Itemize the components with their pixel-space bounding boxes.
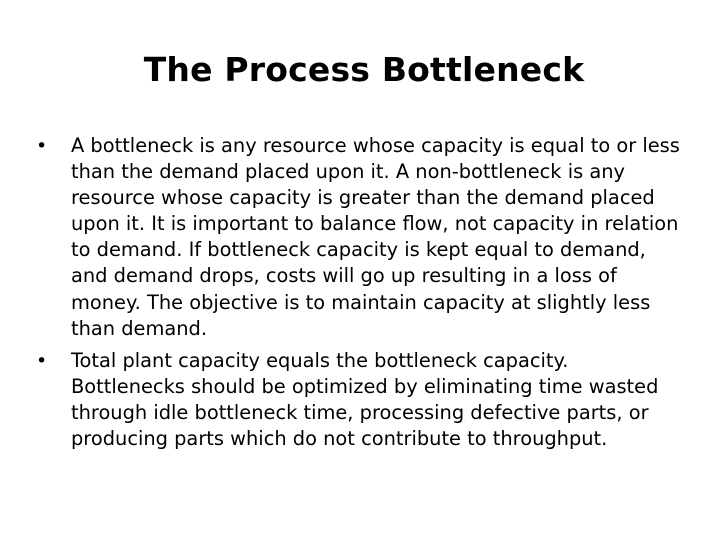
bullet-text: A bottleneck is any resource whose capacity is equal to or less than the demand placed upon it. A non-bottleneck is any resource whose capacity is greater than the demand placed upon it. It is important to balance flow, not capacity in relation to demand. If bottleneck capacity is kept equal to demand, and demand drops, costs will go up resulting in a loss of money. The objective is to maintain capacity at slightly less than demand. <box>71 134 680 340</box>
bullet-marker: • <box>36 349 48 372</box>
bullet-item <box>36 133 688 342</box>
bullet-list <box>36 133 688 458</box>
bullet-text: Total plant capacity equals the bottleneck capacity. Bottlenecks should be optimized by eliminating time wasted through idle bottleneck time, processing defective parts, or producing parts which do not contribute to throughput. <box>71 348 659 451</box>
bullet-marker: • <box>36 135 48 157</box>
bullet-item <box>36 348 688 452</box>
slide-title: The Process Bottleneck <box>143 50 585 89</box>
